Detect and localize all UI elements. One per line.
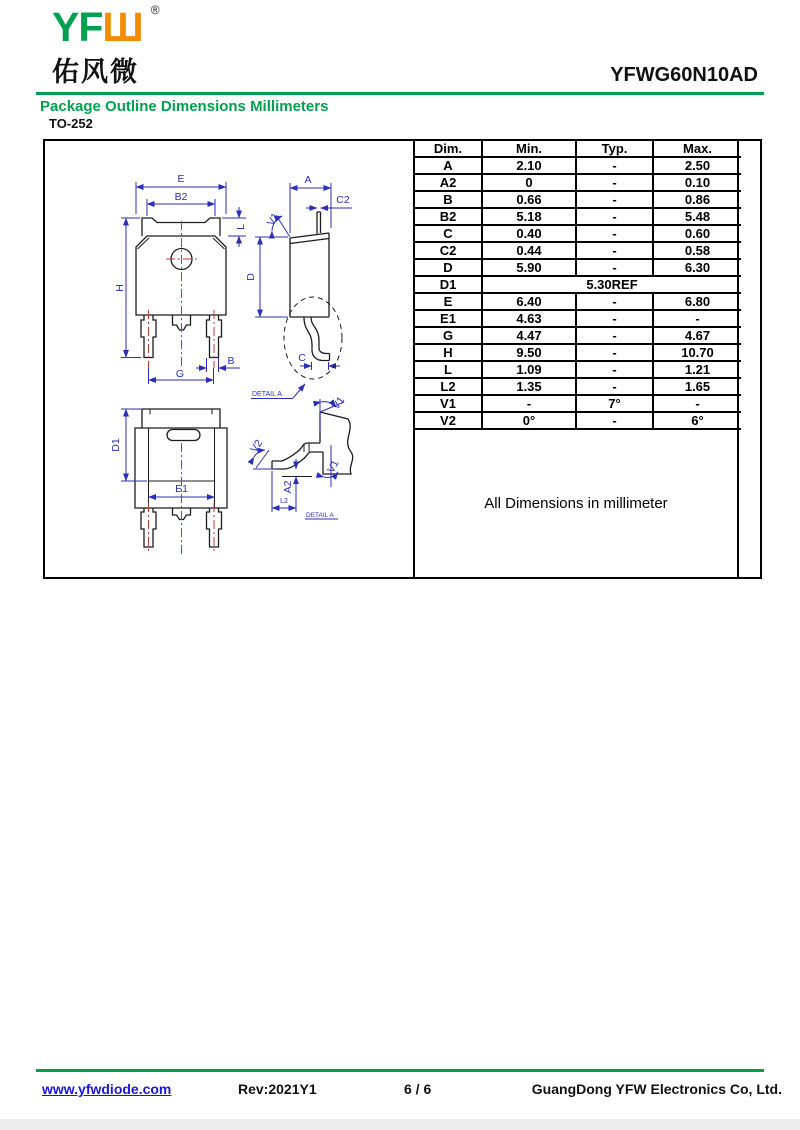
dim-typ-cell: - — [576, 327, 653, 344]
dim-label-e1: E1 — [175, 483, 188, 495]
logo-w-icon: Ш — [102, 4, 143, 50]
dim-name-cell: L2 — [415, 378, 482, 395]
table-row — [415, 174, 741, 191]
dim-max-cell: 2.50 — [653, 157, 741, 174]
package-name: TO-252 — [49, 116, 93, 131]
logo-yf: YF — [52, 4, 103, 50]
table-row — [415, 327, 741, 344]
logo-wordmark — [52, 3, 159, 50]
dim-min-cell: 1.09 — [482, 361, 576, 378]
dim-max-cell: - — [653, 310, 741, 327]
dim-max-cell: 10.70 — [653, 344, 741, 361]
column-header: Max. — [653, 141, 741, 157]
dim-label-b: B — [227, 355, 235, 367]
dim-max-cell: 6.80 — [653, 293, 741, 310]
dim-typ-cell: - — [576, 378, 653, 395]
dim-min-cell: - — [482, 395, 576, 412]
dim-min-cell: 5.90 — [482, 259, 576, 276]
detail-a-view-label: DETAIL A — [306, 512, 334, 519]
dim-label-v1-detail-top: V1 — [329, 394, 348, 412]
dim-label-v1-detail-right: V1 — [325, 458, 342, 476]
detail-a-callout-label: DETAIL A — [252, 391, 282, 398]
dim-name-cell: H — [415, 344, 482, 361]
dim-label-a: A — [304, 174, 312, 186]
company-logo — [52, 3, 159, 89]
dim-min-cell: 6.40 — [482, 293, 576, 310]
dim-label-g: G — [175, 368, 185, 380]
dim-name-cell: B2 — [415, 208, 482, 225]
table-row — [415, 412, 741, 429]
dim-min-cell: 9.50 — [482, 344, 576, 361]
table-header-row — [415, 141, 741, 157]
dim-typ-cell: - — [576, 361, 653, 378]
dim-label-l2: L2 — [280, 498, 288, 505]
dim-typ-cell: 7° — [576, 395, 653, 412]
dim-max-cell: 0.60 — [653, 225, 741, 242]
dim-typ-cell: - — [576, 259, 653, 276]
table-row — [415, 361, 741, 378]
revision-label: Rev:2021Y1 — [238, 1081, 317, 1097]
dim-typ-cell: - — [576, 310, 653, 327]
company-name: GuangDong YFW Electronics Co, Ltd. — [531, 1081, 782, 1097]
table-row — [415, 344, 741, 361]
dim-max-cell: 0.10 — [653, 174, 741, 191]
dim-label-l: L — [235, 224, 247, 230]
dim-label-b2: B2 — [174, 191, 188, 203]
part-number: YFWG60N10AD — [610, 64, 758, 86]
dim-typ-cell: - — [576, 208, 653, 225]
registered-trademark-icon: ® — [150, 3, 159, 17]
dim-max-cell: 1.65 — [653, 378, 741, 395]
dim-min-cell: 5.18 — [482, 208, 576, 225]
dim-name-cell: V1 — [415, 395, 482, 412]
page-bottom-edge — [0, 1119, 800, 1130]
dim-label-e: E — [177, 173, 185, 185]
dim-min-cell: 4.47 — [482, 327, 576, 344]
dim-typ-cell: - — [576, 191, 653, 208]
table-row — [415, 242, 741, 259]
table-row — [415, 208, 741, 225]
dim-label-v1-side: V1 — [264, 210, 282, 229]
dim-max-cell: - — [653, 395, 741, 412]
dim-label-a2: A2 — [282, 480, 294, 494]
dim-typ-cell: - — [576, 293, 653, 310]
dim-label-d: D — [245, 273, 257, 281]
dim-name-cell: D — [415, 259, 482, 276]
dim-name-cell: C2 — [415, 242, 482, 259]
dim-label-v2: V2 — [247, 437, 266, 455]
table-row — [415, 293, 741, 310]
units-note: All Dimensions in millimeter — [484, 495, 668, 513]
website-link[interactable]: www.yfwdiode.com — [42, 1081, 172, 1097]
outline-drawing-box — [43, 139, 762, 579]
table-row — [415, 276, 741, 293]
dim-min-cell: 0.66 — [482, 191, 576, 208]
dim-label-d1: D1 — [110, 438, 122, 452]
section-title: Package Outline Dimensions Millimeters — [40, 98, 329, 115]
logo-chinese-name: 佑风微 — [52, 57, 139, 88]
dim-min-cell: 0.44 — [482, 242, 576, 259]
column-header: Dim. — [415, 141, 482, 157]
dim-name-cell: L — [415, 361, 482, 378]
dim-name-cell: E1 — [415, 310, 482, 327]
footer-divider — [36, 1069, 764, 1072]
table-row — [415, 310, 741, 327]
dim-typ-cell: - — [576, 157, 653, 174]
table-row — [415, 157, 741, 174]
dim-typ-cell: - — [576, 174, 653, 191]
dim-min-cell: 0 — [482, 174, 576, 191]
dim-name-cell: E — [415, 293, 482, 310]
dim-name-cell: B — [415, 191, 482, 208]
dim-typ-cell: - — [576, 225, 653, 242]
dim-name-cell: D1 — [415, 276, 482, 293]
dim-span-cell: 5.30REF — [482, 276, 741, 293]
dim-label-h: H — [114, 284, 126, 292]
dim-min-cell: 1.35 — [482, 378, 576, 395]
dimensions-panel — [413, 141, 739, 577]
dim-name-cell: A2 — [415, 174, 482, 191]
dim-name-cell: V2 — [415, 412, 482, 429]
table-row — [415, 191, 741, 208]
table-row — [415, 259, 741, 276]
dim-name-cell: G — [415, 327, 482, 344]
dim-typ-cell: - — [576, 344, 653, 361]
dim-max-cell: 1.21 — [653, 361, 741, 378]
dim-max-cell: 6.30 — [653, 259, 741, 276]
dim-max-cell: 0.86 — [653, 191, 741, 208]
dim-max-cell: 6° — [653, 412, 741, 429]
dim-min-cell: 0.40 — [482, 225, 576, 242]
column-header: Min. — [482, 141, 576, 157]
page-number: 6 / 6 — [404, 1081, 432, 1097]
dim-max-cell: 4.67 — [653, 327, 741, 344]
dim-label-c: C — [298, 352, 306, 364]
header-divider — [36, 92, 764, 95]
dim-max-cell: 0.58 — [653, 242, 741, 259]
table-row — [415, 225, 741, 242]
dim-max-cell: 5.48 — [653, 208, 741, 225]
dimensions-table — [415, 141, 741, 430]
dim-min-cell: 4.63 — [482, 310, 576, 327]
dim-name-cell: A — [415, 157, 482, 174]
dim-min-cell: 2.10 — [482, 157, 576, 174]
table-row — [415, 395, 741, 412]
dim-name-cell: C — [415, 225, 482, 242]
dim-min-cell: 0° — [482, 412, 576, 429]
dim-typ-cell: - — [576, 242, 653, 259]
column-header: Typ. — [576, 141, 653, 157]
dim-label-c2: C2 — [336, 194, 350, 206]
table-row — [415, 378, 741, 395]
dim-typ-cell: - — [576, 412, 653, 429]
